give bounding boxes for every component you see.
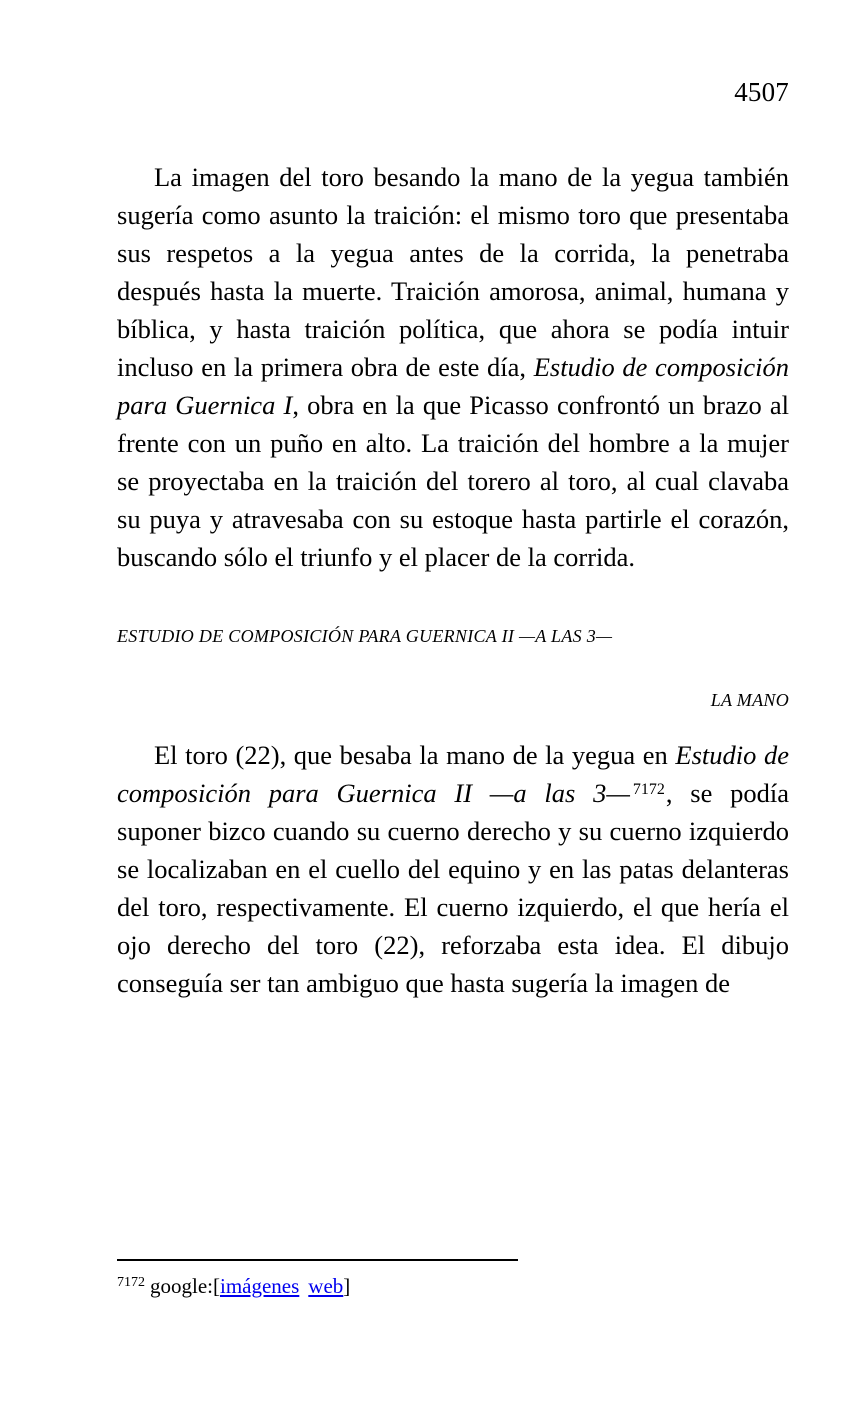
paragraph-second-text-b: , se podía suponer bizco cuando su cuerno derecho y su cuerno izquierdo se localizaban en el cuello del equino y en las patas delanteras del toro, respectivamente. El cuerno izquierdo, el que hería el ojo derecho del toro (22), reforzaba esta idea. El dibujo conseguía ser tan ambiguo que hasta sugería la imagen de xyxy=(117,778,789,998)
paragraph-first-text-b: , obra en la que Picasso confrontó un brazo al frente con un puño en alto. La traición del hombre a la mujer se proyectaba en la traición del torero al toro, al cual clavaba su puya y atravesaba con su estoque hasta partirle el corazón, buscando sólo el triunfo y el placer de la corrida. xyxy=(117,390,789,572)
footnote-marker: 7172 xyxy=(117,1275,145,1290)
spacer-after-section-heading xyxy=(117,712,789,736)
footnote-entry xyxy=(117,1273,789,1300)
footnote-link-web[interactable]: web xyxy=(308,1274,344,1298)
spacer-after-work-heading xyxy=(117,648,789,688)
paragraph-first-text-a: La imagen del toro besando la mano de la yegua también sugería como asunto la traición: el mismo toro que presentaba sus respetos a la yegua antes de la corrida, la penetraba después hasta la muerte. Traición amorosa, animal, humana y bíblica, y hasta traición política, que ahora se podía intuir incluso en la primera obra de este día, xyxy=(117,162,789,382)
footnote-separator-rule xyxy=(117,1259,518,1261)
work-title-guernica-ii: Estudio de composición para Guernica II —a las 3— xyxy=(117,740,789,808)
paragraph-second-text-a: El toro (22), que besaba la mano de la yegua en xyxy=(154,740,676,770)
footnote-link-imagenes[interactable]: imágenes xyxy=(219,1274,300,1298)
section-heading: LA MANO xyxy=(710,690,789,710)
footnote-reference-7172[interactable]: 7172 xyxy=(632,781,665,798)
paragraph-first xyxy=(117,158,789,576)
text-column xyxy=(117,158,789,1002)
footnote-area xyxy=(117,1259,789,1300)
spacer-before-work-heading xyxy=(117,576,789,624)
page-number: 4507 xyxy=(734,77,789,107)
footnote-prefix: google:[ xyxy=(150,1274,220,1298)
paragraph-second xyxy=(117,736,789,1002)
work-title-guernica-i: Estudio de composición para Guernica I xyxy=(117,352,790,420)
footnote-suffix: ] xyxy=(343,1274,351,1298)
work-heading: ESTUDIO DE COMPOSICIÓN PARA GUERNICA II —A LAS 3— xyxy=(117,626,613,646)
